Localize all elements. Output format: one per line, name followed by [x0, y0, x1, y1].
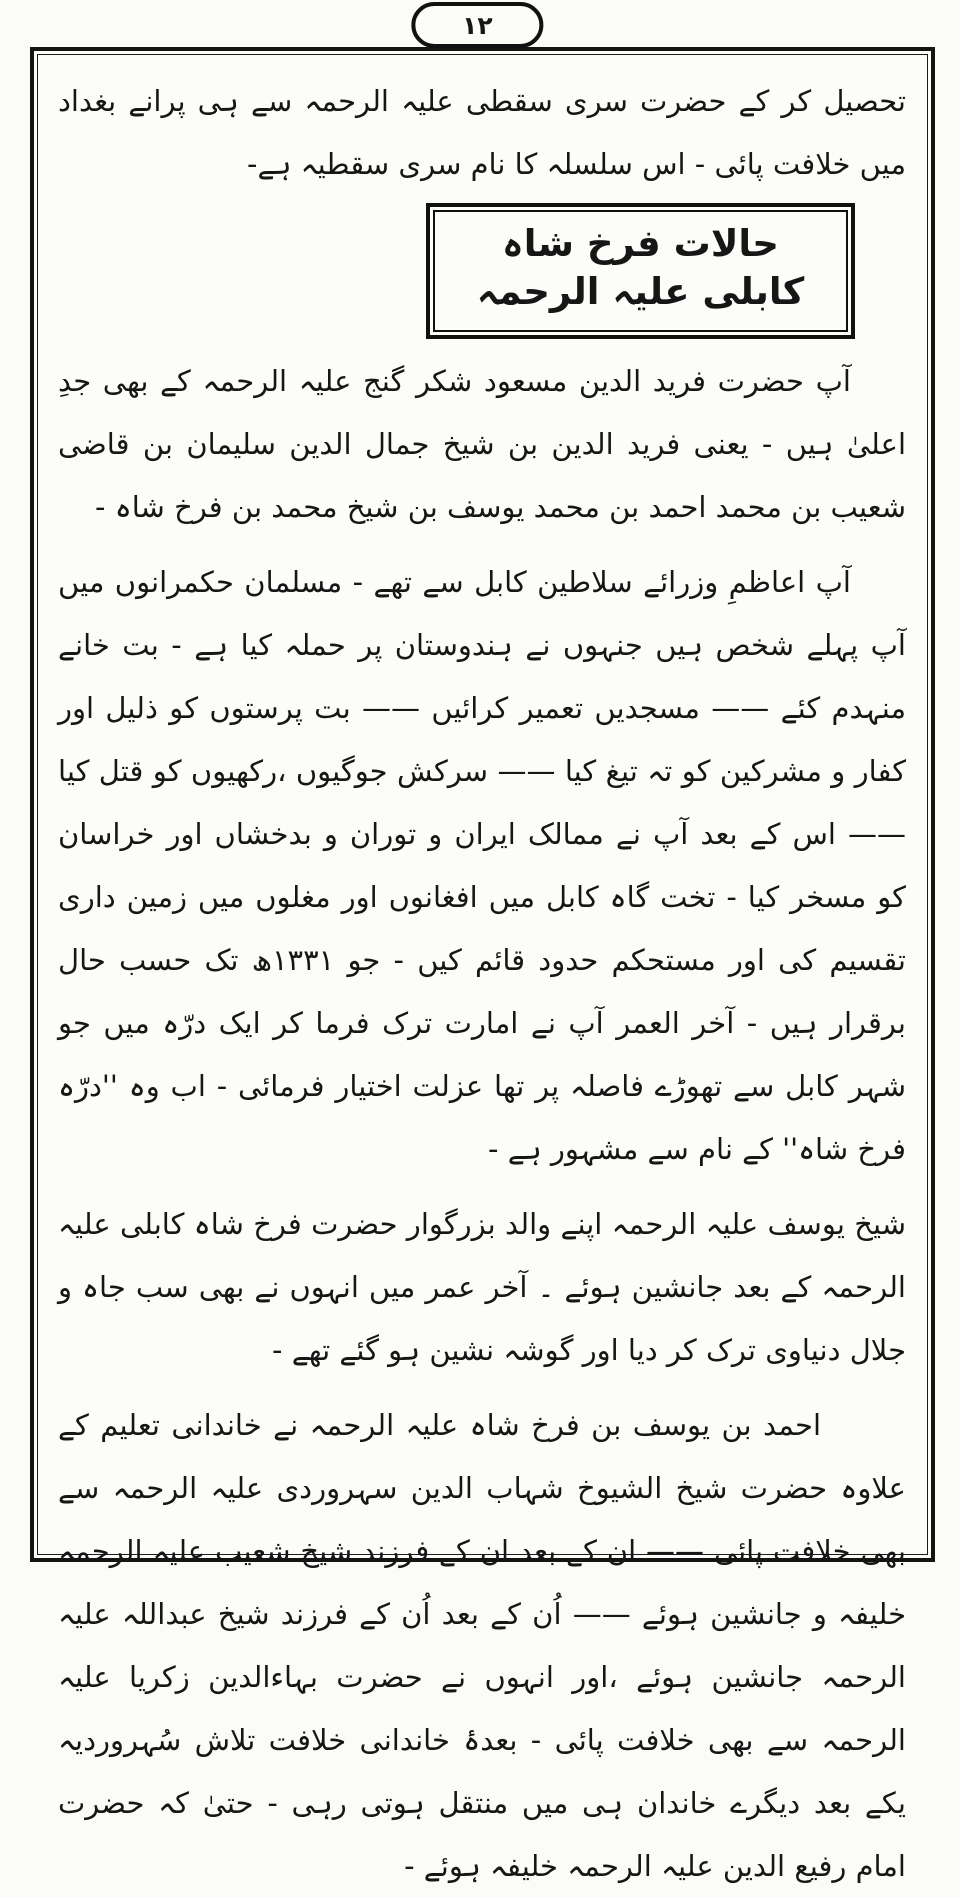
- body-paragraph-2: آپ حضرت فرید الدین مسعود شکر گنج علیہ الرحمہ کے بھی جدِ اعلیٰ ہیں - یعنی فرید الدین بن شیخ جمال الدین سلیمان بن قاضی شعیب بن محمد احمد بن محمد یوسف بن شیخ محمد بن فرخ شاہ -: [58, 364, 906, 524]
- body-paragraph-4: شیخ یوسف علیہ الرحمہ اپنے والد بزرگوار حضرت فرخ شاہ کابلی علیہ الرحمہ کے بعد جانشین ہوئے ۔ آخر عمر میں انہوں نے بھی سب جاہ و جلال دنیاوی ترک کر دیا اور گوشہ نشین ہو گئے تھے -: [58, 1207, 906, 1367]
- section-heading: حالات فرخ شاہ کابلی علیہ الرحمہ: [476, 222, 805, 313]
- body-paragraph-1: تحصیل کر کے حضرت سری سقطی علیہ الرحمہ سے ہی پرانے بغداد میں خلافت پائی - اس سلسلہ کا نام سری سقطیہ ہے-: [58, 84, 906, 181]
- page-number-badge: [411, 2, 543, 48]
- page-number: ۱۲: [462, 10, 493, 40]
- section-heading-box: [433, 210, 848, 332]
- page-content: [44, 62, 920, 1883]
- body-paragraph-5: احمد بن یوسف بن فرخ شاہ علیہ الرحمہ نے خاندانی تعلیم کے علاوہ حضرت شیخ الشیوخ شہاب الدین سہروردی علیہ الرحمہ سے بھی خلافت پائی —— ان کے بعد ان کے فرزند شیخ شعیب علیہ الرحمہ خلیفہ و جانشین ہوئے —— اُن کے بعد اُن کے فرزند شیخ عبداللہ علیہ الرحمہ جانشین ہوئے ،اور انہوں نے حضرت بہاءالدین زکریا علیہ الرحمہ سے بھی خلافت پائی - بعدۂ خاندانی خلافت تلاش سُہروردیہ یکے بعد دیگرے خاندان ہی میں منتقل ہوتی رہی - حتیٰ کہ حضرت امام رفیع الدین علیہ الرحمہ خلیفہ ہوئے -: [58, 1408, 906, 1883]
- body-paragraph-3: آپ اعاظمِ وزرائے سلاطین کابل سے تھے - مسلمان حکمرانوں میں آپ پہلے شخص ہیں جنہوں نے ہندوستان پر حملہ کیا ہے - بت خانے منہدم کئے —— مسجدیں تعمیر کرائیں —— بت پرستوں کو ذلیل اور کفار و مشرکین کو تہ تیغ کیا —— سرکش جوگیوں ،رکھیوں کو قتل کیا —— اس کے بعد آپ نے ممالک ایران و توران و بدخشاں اور خراسان کو مسخر کیا - تخت گاہ کابل میں افغانوں اور مغلوں میں زمین داری تقسیم کی اور مستحکم حدود قائم کیں - جو ۱۳۳۱ھ تک حسب حال برقرار ہیں - آخر العمر آپ نے امارت ترک فرما کر ایک درّہ میں جو شہر کابل سے تھوڑے فاصلہ پر تھا عزلت اختیار فرمائی - اب وہ ''درّہ فرخ شاہ'' کے نام سے مشہور ہے -: [58, 565, 906, 1166]
